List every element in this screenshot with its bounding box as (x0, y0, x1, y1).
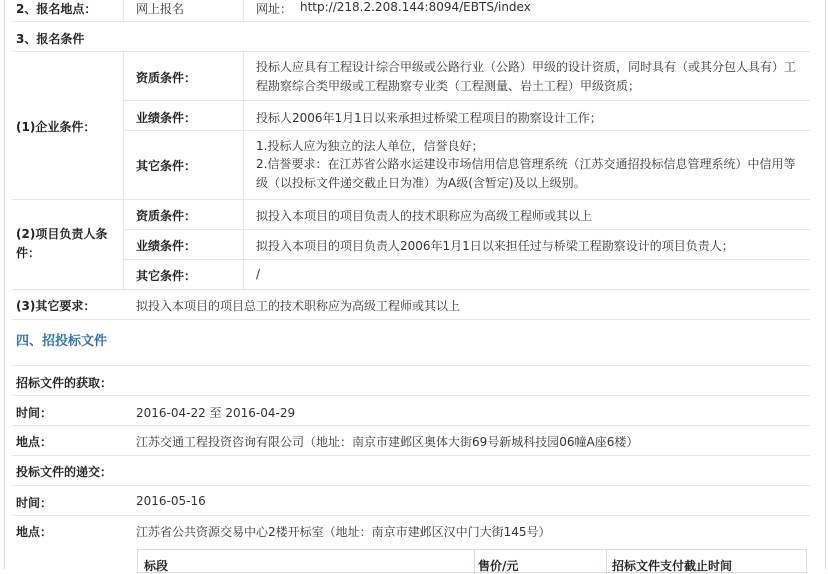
docs-title-row (12, 320, 810, 366)
enterprise-qualification-label: 资质条件： (136, 71, 197, 85)
obtain-place-value: 江苏交通工程投资咨询有限公司（地址：南京市建邺区奥体大街69号新城科技园06幢A座6楼） (136, 435, 639, 449)
manager-performance-text: 拟投入本项目的项目负责人2006年1月1日以来担任过与桥梁工程勘察设计的项目负责人； (256, 239, 734, 253)
divider (606, 550, 607, 574)
obtain-time-row (12, 396, 810, 426)
obtain-place-row (12, 426, 810, 456)
table-header-lot: 标段 (144, 559, 169, 573)
obtain-time-label: 时间： (16, 406, 53, 420)
enterprise-other-line2: 2.信誉要求：在江苏省公路水运建设市场信用信息管理系统（江苏交通招投标信息管理系统）中信用等级（以投标文件递交截止日为准）为A级(含暂定)及以上级别。 (256, 157, 796, 190)
divider (474, 550, 475, 574)
enterprise-label: (1)企业条件： (16, 120, 96, 134)
registration-url-link[interactable]: http://218.2.208.144:8094/EBTS/index (300, 0, 531, 14)
table-header-deadline: 招标文件支付截止时间 (612, 559, 733, 573)
submit-place-value: 江苏省公共资源交易中心2楼开标室（地址：南京市建邺区汉中门大街145号） (136, 525, 551, 539)
divider (124, 130, 810, 131)
divider (124, 259, 810, 260)
divider (124, 229, 810, 230)
enterprise-performance-text: 投标人2006年1月1日以来承担过桥梁工程项目的勘察设计工作； (256, 111, 602, 125)
other-requirements-text: 拟投入本项目的项目总工的技术职称应为高级工程师或其以上 (136, 299, 461, 313)
divider (124, 100, 810, 101)
obtain-place-label: 地点： (16, 435, 53, 449)
other-requirements-label: (3)其它要求： (16, 299, 96, 313)
registration-value: 网上报名 (136, 2, 185, 16)
obtain-time-value: 2016-04-22 至 2016-04-29 (136, 406, 296, 420)
other-requirements-row (12, 290, 810, 320)
conditions-title: 3、报名条件 (16, 32, 85, 46)
registration-label: 2、报名地点： (16, 2, 97, 16)
submit-time-row (12, 486, 810, 516)
manager-label: (2)项目负责人条件： (16, 227, 108, 260)
submit-place-row (12, 516, 810, 546)
enterprise-other-label: 其它条件： (136, 159, 197, 173)
manager-qualification-label: 资质条件： (136, 209, 197, 223)
manager-other-label: 其它条件： (136, 269, 197, 283)
table-header-price: 售价/元 (478, 559, 519, 573)
manager-performance-label: 业绩条件： (136, 239, 197, 253)
obtain-label: 招标文件的获取： (16, 376, 113, 390)
manager-other-text: / (256, 267, 261, 281)
divider (123, 0, 124, 22)
registration-row (12, 0, 810, 22)
submit-row (12, 456, 810, 486)
submit-label: 投标文件的递交： (16, 465, 113, 479)
manager-qualification-text: 拟投入本项目的项目负责人的技术职称应为高级工程师或其以上 (256, 209, 593, 223)
conditions-title-row (12, 22, 810, 52)
enterprise-performance-label: 业绩条件： (136, 111, 197, 125)
submit-place-label: 地点： (16, 525, 53, 539)
submit-time-label: 时间： (16, 496, 53, 510)
submit-time-value: 2016-05-16 (136, 494, 206, 508)
lot-table-header (137, 549, 807, 573)
enterprise-other-line1: 1.投标人应为独立的法人单位，信誉良好； (256, 139, 484, 153)
registration-url-label: 网址： (256, 2, 293, 16)
docs-section-title: 四、招投标文件 (16, 334, 108, 349)
obtain-row (12, 366, 810, 396)
divider (243, 0, 244, 22)
enterprise-qualification-text: 投标人应具有工程设计综合甲级或公路行业（公路）甲级的设计资质，同时具有（或其分包人具有）工程勘察综合类甲级或工程勘察专业类（工程测量、岩土工程）甲级资质； (256, 60, 797, 93)
